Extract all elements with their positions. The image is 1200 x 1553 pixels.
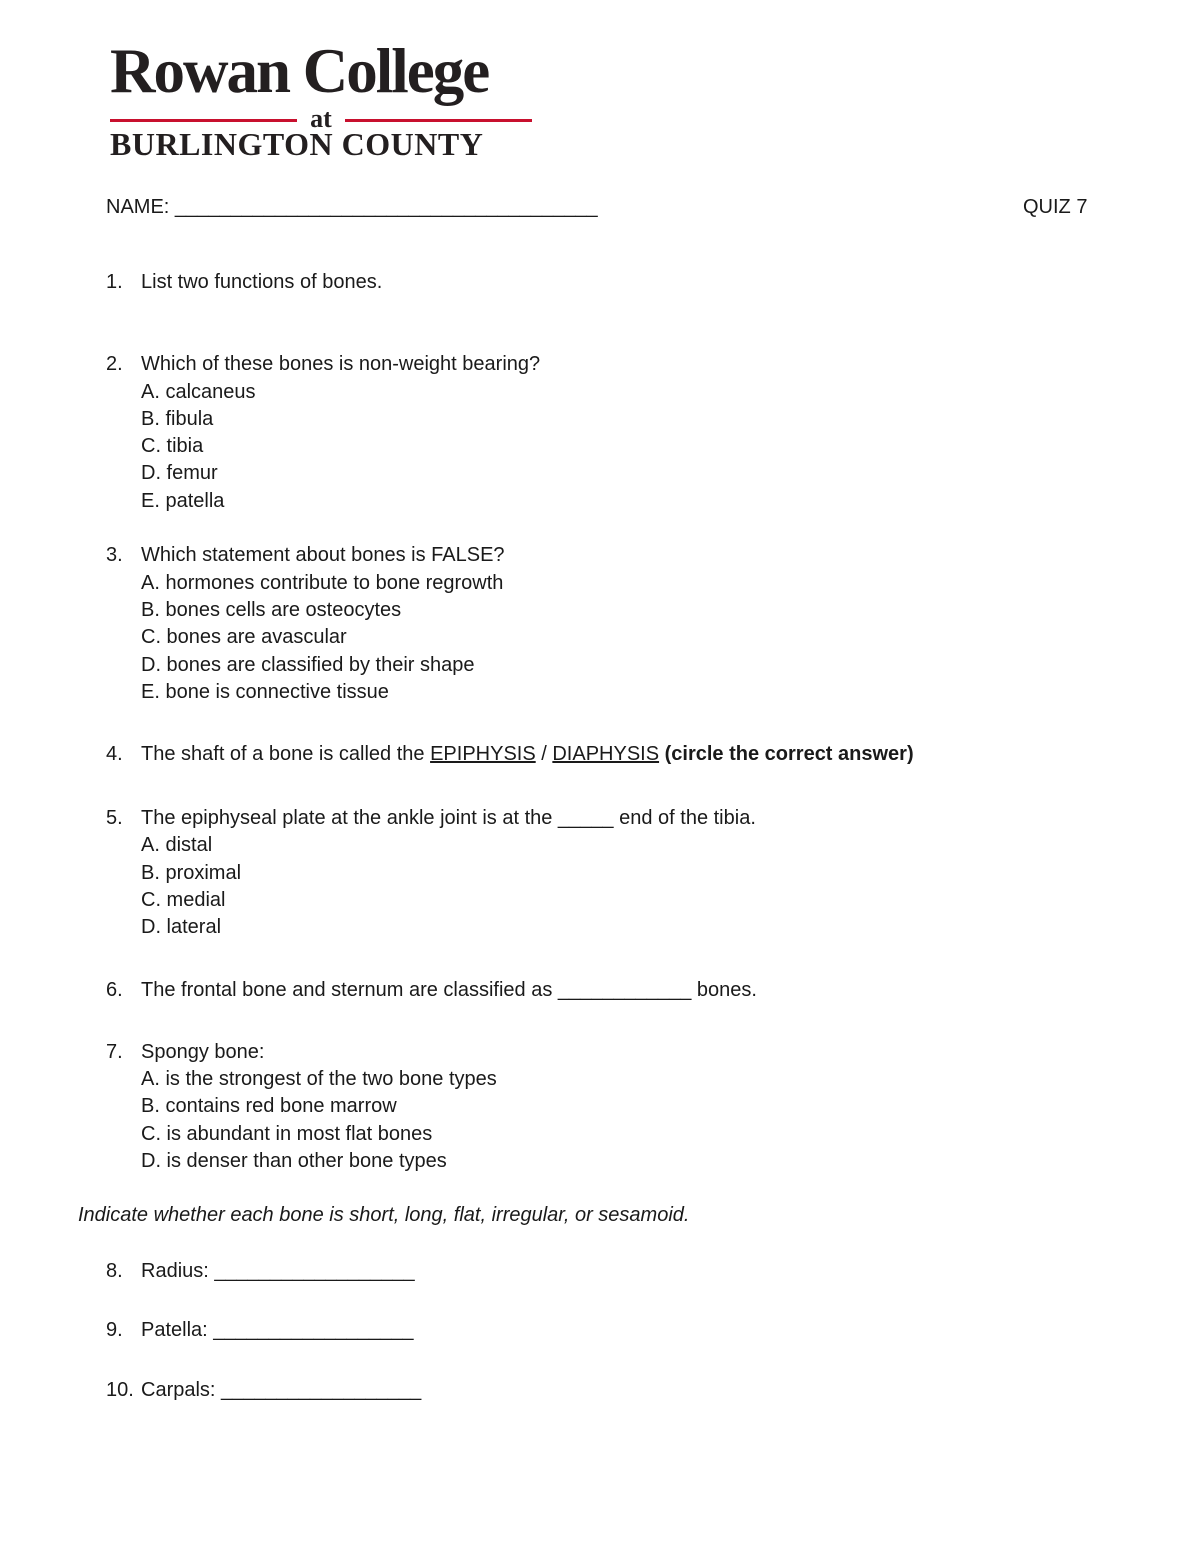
question-number: 3.: [106, 544, 123, 566]
choice-diaphysis: DIAPHYSIS: [552, 743, 660, 765]
question-number: 9.: [106, 1319, 123, 1341]
question-text: Which of these bones is non-weight bearing?: [141, 353, 541, 375]
question-2: [106, 353, 540, 376]
option: A. calcaneus: [141, 381, 256, 403]
question-number: 8.: [106, 1260, 123, 1282]
question-number: 4.: [106, 743, 123, 765]
answer-blank: __________________: [214, 1260, 415, 1282]
option: A. hormones contribute to bone regrowth: [141, 572, 504, 594]
name-field: [106, 196, 598, 219]
option: D. lateral: [141, 916, 222, 938]
question-text: List two functions of bones.: [141, 271, 383, 293]
option: D. is denser than other bone types: [141, 1150, 447, 1172]
answer-blank: __________________: [221, 1379, 422, 1401]
logo-line-burlington: BURLINGTON COUNTY: [110, 126, 484, 162]
bone-label: Radius:: [141, 1260, 215, 1282]
college-logo: [110, 36, 540, 162]
question-number: 6.: [106, 979, 123, 1001]
question-text: The frontal bone and sternum are classified as ____________ bones.: [141, 979, 757, 1001]
logo-rule-left: [110, 119, 297, 122]
question-3: [106, 544, 505, 567]
question-number: 10.: [106, 1379, 134, 1401]
option: E. bone is connective tissue: [141, 681, 389, 703]
option: A. distal: [141, 834, 213, 856]
question-text: The epiphyseal plate at the ankle joint is at the _____ end of the tibia.: [141, 807, 756, 829]
name-label: NAME:: [106, 196, 175, 218]
question-5: [106, 807, 756, 830]
logo-at: at: [310, 104, 332, 133]
option: D. femur: [141, 462, 218, 484]
option: B. fibula: [141, 408, 214, 430]
option: C. bones are avascular: [141, 626, 347, 648]
question-1: [106, 271, 382, 294]
question-7: [106, 1041, 264, 1064]
option: D. bones are classified by their shape: [141, 654, 475, 676]
classification-instruction: Indicate whether each bone is short, long, flat, irregular, or sesamoid.: [78, 1204, 690, 1226]
question-number: 5.: [106, 807, 123, 829]
choice-epiphysis: EPIPHYSIS: [430, 743, 536, 765]
question-6: [106, 979, 757, 1002]
question-text: Spongy bone:: [141, 1041, 265, 1063]
question-8: [106, 1260, 415, 1283]
option: C. medial: [141, 889, 226, 911]
circle-instruction: (circle the correct answer): [659, 743, 914, 765]
question-4: [106, 743, 914, 766]
question-9: [106, 1319, 413, 1342]
option: B. bones cells are osteocytes: [141, 599, 402, 621]
question-text: The shaft of a bone is called the: [141, 743, 431, 765]
option: B. contains red bone marrow: [141, 1095, 397, 1117]
question-text: Which statement about bones is FALSE?: [141, 544, 505, 566]
logo-rule-right: [345, 119, 532, 122]
option: C. tibia: [141, 435, 204, 457]
choice-separator: /: [535, 743, 553, 765]
quiz-title: QUIZ 7: [1023, 196, 1088, 218]
option: E. patella: [141, 490, 225, 512]
logo-line-rowan-college: Rowan College: [110, 36, 489, 106]
bone-label: Patella:: [141, 1319, 214, 1341]
name-blank: ______________________________________: [174, 196, 598, 218]
option: C. is abundant in most flat bones: [141, 1123, 433, 1145]
question-number: 7.: [106, 1041, 123, 1063]
option: A. is the strongest of the two bone types: [141, 1068, 497, 1090]
question-number: 1.: [106, 271, 123, 293]
answer-blank: __________________: [213, 1319, 414, 1341]
bone-label: Carpals:: [141, 1379, 222, 1401]
question-number: 2.: [106, 353, 123, 375]
question-10: [106, 1379, 421, 1402]
option: B. proximal: [141, 862, 242, 884]
